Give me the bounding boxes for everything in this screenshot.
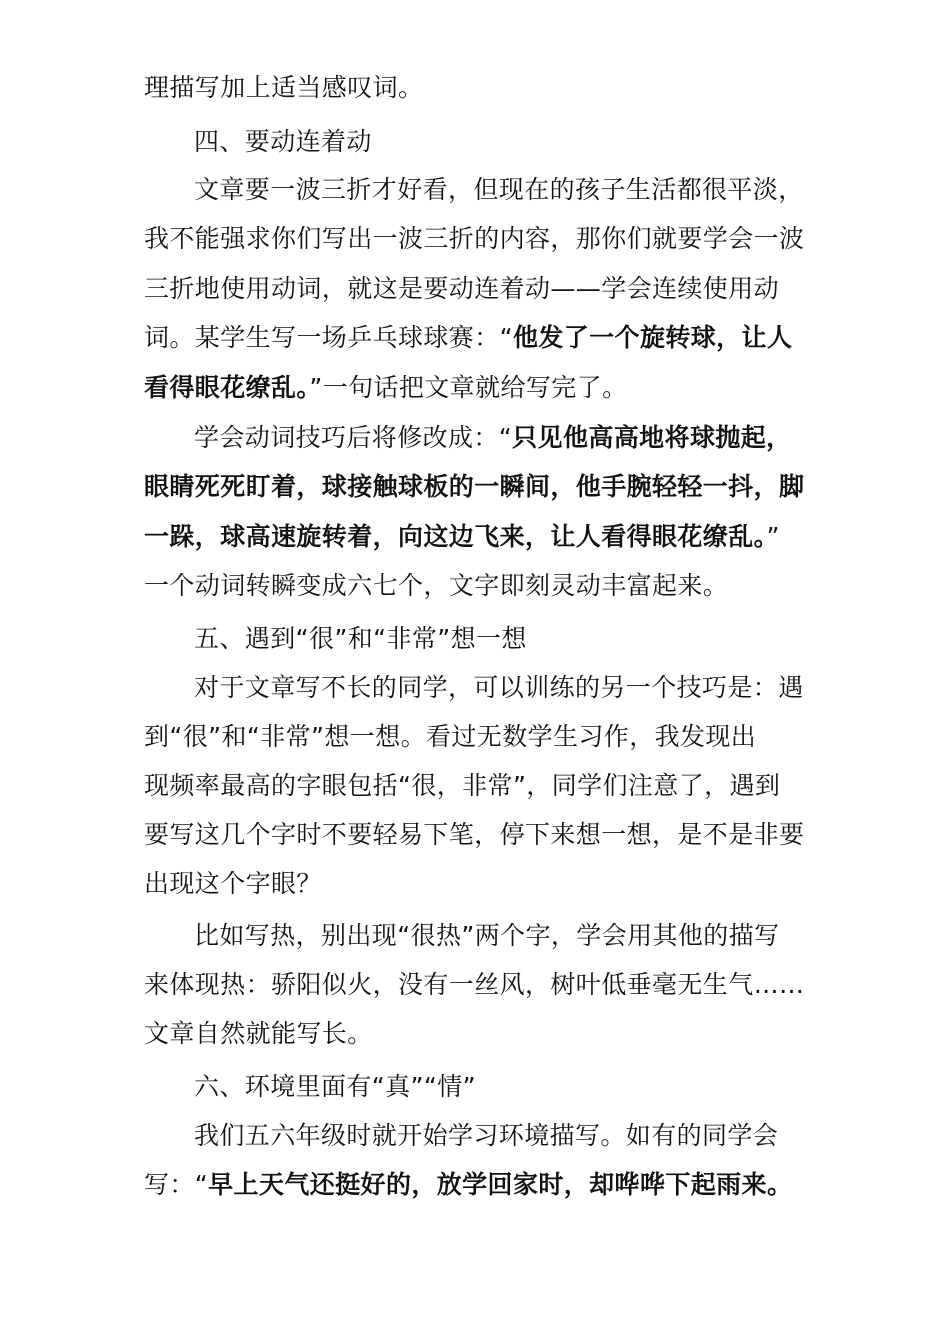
text-run: 要写这几个字时不要轻易下笔，停下来想一想，是不是非要 bbox=[144, 820, 805, 849]
text-line bbox=[194, 423, 792, 453]
text-line bbox=[144, 323, 792, 353]
bold-text-run: 一跺，球高速旋转着，向这边飞来，让人看得眼花缭乱。 bbox=[144, 522, 767, 551]
text-run: 词。某学生写一场乒乓球球赛：“ bbox=[144, 323, 513, 352]
text-line bbox=[144, 771, 780, 801]
bold-text-run: 只见他高高地将球抛起， bbox=[512, 423, 792, 452]
text-run: 一个动词转瞬变成六七个，文字即刻灵动丰富起来。 bbox=[144, 571, 729, 600]
text-run: 理描写加上适当感叹词。 bbox=[144, 73, 424, 102]
text-run: 文章自然就能写长。 bbox=[144, 1019, 373, 1048]
text-line bbox=[144, 224, 804, 254]
text-run: 三折地使用动词，就这是要动连着动——学会连续使用动 bbox=[144, 274, 780, 303]
text-run: 五、遇到“很”和“非常”想一想 bbox=[194, 624, 527, 653]
section-heading bbox=[194, 127, 372, 157]
text-line bbox=[144, 472, 804, 502]
text-line bbox=[144, 1019, 373, 1049]
text-run: 四、要动连着动 bbox=[194, 127, 372, 156]
text-run: 比如写热，别出现“很热”两个字，学会用其他的描写 bbox=[194, 921, 780, 950]
text-run: 写：“ bbox=[144, 1170, 209, 1199]
text-run: 出现这个字眼？ bbox=[144, 869, 322, 898]
bold-text-run: 眼睛死死盯着，球接触球板的一瞬间，他手腕轻轻一抖，脚 bbox=[144, 472, 805, 501]
text-line bbox=[144, 274, 779, 304]
text-run: ” bbox=[766, 522, 780, 551]
text-run: 到“很”和“非常”想一想。看过无数学生习作，我发现出 bbox=[144, 722, 757, 751]
text-run: 学会动词技巧后将修改成：“ bbox=[194, 423, 513, 452]
text-line bbox=[194, 1121, 778, 1151]
text-line bbox=[194, 175, 804, 205]
text-line bbox=[144, 522, 780, 552]
text-run: 文章要一波三折才好看，但现在的孩子生活都很平淡， bbox=[194, 175, 804, 204]
text-line bbox=[144, 869, 322, 899]
text-run: 我们五六年级时就开始学习环境描写。如有的同学会 bbox=[194, 1121, 779, 1150]
bold-text-run: 早上天气还挺好的，放学回家时，却哗哗下起雨来。 bbox=[208, 1170, 793, 1199]
text-run: 现频率最高的字眼包括“很，非常”，同学们注意了，遇到 bbox=[144, 771, 781, 800]
text-line bbox=[144, 722, 756, 752]
text-line bbox=[144, 820, 804, 850]
text-run: 对于文章写不长的同学，可以训练的另一个技巧是：遇 bbox=[194, 673, 804, 702]
text-run: ”一句话把文章就给写完了。 bbox=[309, 373, 628, 402]
bold-text-run: 看得眼花缭乱。 bbox=[144, 373, 310, 402]
section-heading bbox=[194, 624, 527, 654]
text-line bbox=[144, 970, 804, 1000]
bold-text-run: 他发了一个旋转球，让人 bbox=[512, 323, 793, 352]
text-run: 我不能强求你们写出一波三折的内容，那你们就要学会一波 bbox=[144, 224, 805, 253]
text-line bbox=[194, 921, 780, 951]
text-line bbox=[194, 673, 804, 703]
text-line bbox=[144, 571, 728, 601]
text-line bbox=[144, 373, 627, 403]
section-heading bbox=[194, 1072, 476, 1102]
text-line bbox=[144, 1170, 792, 1200]
text-run: 来体现热：骄阳似火，没有一丝风，树叶低垂毫无生气…… bbox=[144, 970, 805, 999]
text-run: 六、环境里面有“真”“情” bbox=[194, 1072, 477, 1101]
text-line bbox=[144, 73, 423, 103]
